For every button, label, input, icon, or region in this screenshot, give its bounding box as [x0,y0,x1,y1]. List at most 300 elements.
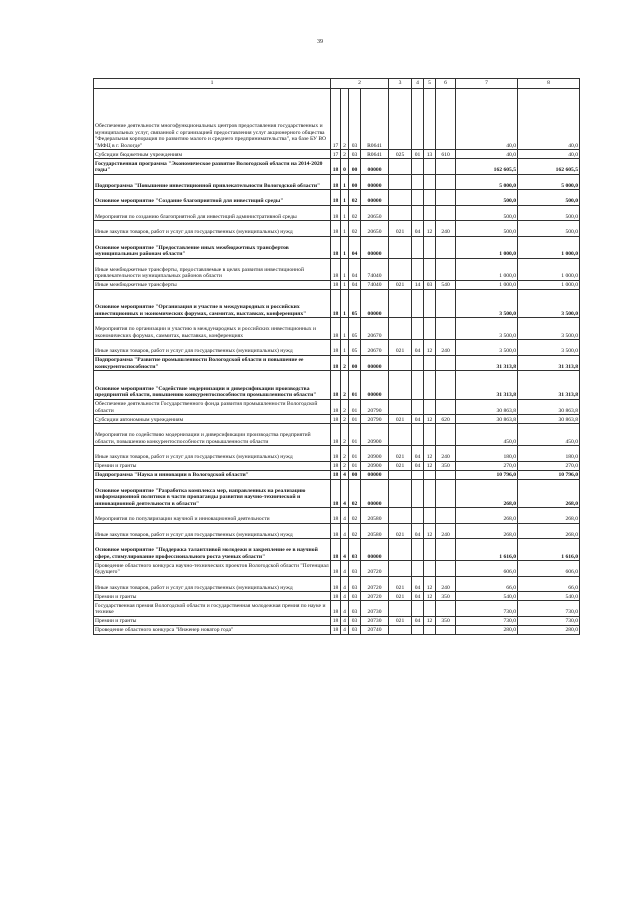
row-name: Премии и гранты [94,461,331,470]
subprogram-code: 4 [341,539,349,561]
amount-col-8: 500,0 [518,190,580,206]
grbs-code: 021 [389,592,412,601]
measure-code: 00 [349,470,361,479]
program-code: 18 [331,205,341,221]
section-code [412,561,424,577]
subprogram-code: 4 [341,523,349,539]
measure-code: 03 [349,616,361,625]
subsection-code [424,205,436,221]
expense-type-code [436,236,456,258]
program-code: 18 [331,236,341,258]
expense-type-code [436,190,456,206]
row-name: Подпрограмма "Развитие промышленности Вологодской области и повышение ее конкурентоспособности" [94,355,331,371]
subprogram-code: 1 [341,221,349,237]
direction-code: 20900 [361,446,389,462]
amount-col-7: 40,0 [456,89,518,150]
program-code: 17 [331,89,341,150]
subprogram-code: 1 [341,205,349,221]
amount-col-8: 268,0 [518,523,580,539]
expense-type-code [436,508,456,524]
amount-col-7: 30 863,8 [456,399,518,415]
table-row [94,174,580,190]
header-col-1: 1 [94,79,331,89]
expense-type-code [436,355,456,371]
subsection-code [424,424,436,446]
grbs-code [389,289,412,318]
measure-code: 02 [349,221,361,237]
measure-code: 03 [349,601,361,617]
table-row [94,340,580,356]
expense-type-code [436,399,456,415]
expense-type-code [436,174,456,190]
subprogram-code: 1 [341,289,349,318]
direction-code: 20670 [361,340,389,356]
expense-type-code [436,159,456,175]
direction-code: 00000 [361,470,389,479]
subsection-code [424,539,436,561]
measure-code: 00 [349,174,361,190]
table-row [94,258,580,280]
section-code [412,399,424,415]
amount-col-8: 540,0 [518,592,580,601]
subsection-code: 12 [424,415,436,424]
subprogram-code: 4 [341,616,349,625]
amount-col-7: 730,0 [456,616,518,625]
subsection-code [424,318,436,340]
direction-code: 20650 [361,205,389,221]
direction-code: R0641 [361,150,389,159]
direction-code: 00000 [361,159,389,175]
subprogram-code: 2 [341,399,349,415]
grbs-code [389,258,412,280]
program-code: 18 [331,371,341,400]
row-name: Обеспечение деятельности многофункциональных центров предоставления государственных и муниципальных услуг, связанной с организацией предоставления услуг акционерного общества "Федеральная корпорация по развитию малого и среднего предпринимательства", на базе БУ ВО "МФЦ в г. Вологде" [94,89,331,150]
program-code: 18 [331,340,341,356]
amount-col-7: 268,0 [456,508,518,524]
section-code [412,318,424,340]
table-row [94,399,580,415]
program-code: 18 [331,523,341,539]
header-col-5: 5 [424,79,436,89]
direction-code: 20720 [361,561,389,577]
measure-code: 00 [349,355,361,371]
expense-type-code: 620 [436,415,456,424]
amount-col-8: 1 000,0 [518,236,580,258]
expense-type-code [436,625,456,634]
subsection-code: 03 [424,280,436,289]
expense-type-code: 240 [436,446,456,462]
direction-code: 20730 [361,616,389,625]
measure-code: 02 [349,205,361,221]
table-row [94,190,580,206]
header-col-7: 7 [456,79,518,89]
row-name: Премии и гранты [94,616,331,625]
grbs-code: 021 [389,280,412,289]
subsection-code: 12 [424,576,436,592]
subsection-code [424,399,436,415]
measure-code: 05 [349,318,361,340]
grbs-code [389,318,412,340]
amount-col-8: 270,0 [518,461,580,470]
direction-code: 20790 [361,415,389,424]
direction-code: 74040 [361,280,389,289]
expense-type-code [436,371,456,400]
program-code: 18 [331,190,341,206]
grbs-code [389,355,412,371]
section-code [412,355,424,371]
amount-col-7: 3 500,0 [456,340,518,356]
measure-code: 01 [349,399,361,415]
amount-col-8: 40,0 [518,150,580,159]
subprogram-code: 1 [341,318,349,340]
amount-col-7: 162 605,5 [456,159,518,175]
program-code: 18 [331,616,341,625]
grbs-code: 021 [389,340,412,356]
section-code: 04 [412,592,424,601]
expense-type-code [436,539,456,561]
amount-col-7: 280,0 [456,625,518,634]
measure-code: 03 [349,576,361,592]
grbs-code [389,399,412,415]
row-name: Мероприятия по организации и участию в международных и российских инвестиционных и экономических форумах, саммитах, выставках, конференциях [94,318,331,340]
measure-code: 03 [349,539,361,561]
measure-code: 02 [349,479,361,508]
direction-code: 00000 [361,539,389,561]
expense-type-code [436,205,456,221]
direction-code: R0641 [361,89,389,150]
grbs-code [389,479,412,508]
grbs-code: 021 [389,415,412,424]
direction-code: 20650 [361,221,389,237]
subprogram-code: 2 [341,150,349,159]
amount-col-7: 500,0 [456,190,518,206]
measure-code: 04 [349,236,361,258]
direction-code: 20720 [361,576,389,592]
subsection-code [424,601,436,617]
table-row [94,601,580,617]
amount-col-8: 31 313,8 [518,371,580,400]
measure-code: 03 [349,561,361,577]
amount-col-8: 500,0 [518,221,580,237]
table-row [94,616,580,625]
measure-code: 03 [349,150,361,159]
table-row [94,508,580,524]
section-code [412,479,424,508]
table-row [94,415,580,424]
section-code: 04 [412,461,424,470]
amount-col-7: 500,0 [456,205,518,221]
subprogram-code: 1 [341,258,349,280]
measure-code: 01 [349,371,361,400]
grbs-code [389,89,412,150]
section-code [412,601,424,617]
amount-col-7: 30 863,8 [456,415,518,424]
subprogram-code: 2 [341,371,349,400]
subprogram-code: 2 [341,355,349,371]
amount-col-8: 30 863,8 [518,415,580,424]
amount-col-8: 5 000,0 [518,174,580,190]
amount-col-7: 3 500,0 [456,289,518,318]
grbs-code: 021 [389,576,412,592]
subsection-code [424,159,436,175]
grbs-code: 025 [389,150,412,159]
subsection-code [424,470,436,479]
row-name: Основное мероприятие "Создание благоприятной для инвестиций среды" [94,190,331,206]
amount-col-8: 31 313,8 [518,355,580,371]
subsection-code: 12 [424,523,436,539]
direction-code: 00000 [361,190,389,206]
section-code [412,258,424,280]
grbs-code [389,561,412,577]
expense-type-code: 240 [436,340,456,356]
expense-type-code [436,561,456,577]
grbs-code [389,625,412,634]
amount-col-7: 1 000,0 [456,236,518,258]
subprogram-code: 2 [341,461,349,470]
grbs-code: 021 [389,221,412,237]
program-code: 18 [331,415,341,424]
amount-col-7: 268,0 [456,479,518,508]
measure-code: 03 [349,592,361,601]
row-name: Мероприятия по содействию модернизации и диверсификации производства предприятий области, повышению конкурентоспособности промышленности области [94,424,331,446]
subsection-code [424,561,436,577]
measure-code: 03 [349,89,361,150]
amount-col-8: 268,0 [518,508,580,524]
section-code [412,289,424,318]
grbs-code [389,539,412,561]
section-code [412,205,424,221]
table-row [94,289,580,318]
subprogram-code: 1 [341,190,349,206]
amount-col-7: 1 000,0 [456,280,518,289]
measure-code: 01 [349,461,361,470]
table-row [94,221,580,237]
table-row [94,539,580,561]
row-name: Иные закупки товаров, работ и услуг для государственных (муниципальных) нужд [94,523,331,539]
amount-col-7: 5 000,0 [456,174,518,190]
table-row [94,89,580,150]
direction-code: 20740 [361,625,389,634]
amount-col-7: 31 313,8 [456,355,518,371]
amount-col-8: 280,0 [518,625,580,634]
header-col-4: 4 [412,79,424,89]
row-name: Обеспечение деятельности Государственного фонда развития промышленности Вологодской области [94,399,331,415]
header-col-3: 3 [389,79,412,89]
subprogram-code: 2 [341,89,349,150]
direction-code: 20580 [361,508,389,524]
table-row [94,159,580,175]
header-row [94,79,580,89]
amount-col-8: 1 000,0 [518,280,580,289]
subprogram-code: 4 [341,601,349,617]
expense-type-code: 350 [436,592,456,601]
subprogram-code: 2 [341,415,349,424]
program-code: 18 [331,561,341,577]
program-code: 18 [331,355,341,371]
table-row [94,280,580,289]
section-code [412,424,424,446]
measure-code: 04 [349,280,361,289]
program-code: 18 [331,399,341,415]
grbs-code [389,205,412,221]
measure-code: 00 [349,159,361,175]
amount-col-7: 730,0 [456,601,518,617]
measure-code: 02 [349,523,361,539]
direction-code: 20900 [361,461,389,470]
section-code [412,539,424,561]
expense-type-code [436,318,456,340]
subprogram-code: 2 [341,424,349,446]
program-code: 18 [331,446,341,462]
table-row [94,461,580,470]
grbs-code: 021 [389,523,412,539]
row-name: Основное мероприятие "Предоставление иных межбюджетных трансфертов муниципальным районам области" [94,236,331,258]
section-code [412,470,424,479]
direction-code: 00000 [361,174,389,190]
row-name: Иные закупки товаров, работ и услуг для государственных (муниципальных) нужд [94,446,331,462]
expense-type-code: 350 [436,616,456,625]
row-name: Основное мероприятие "Организация и участие в международных и российских инвестиционных и экономических форумах, саммитах, выставках, конференциях" [94,289,331,318]
table-row [94,470,580,479]
section-code: 04 [412,415,424,424]
direction-code: 00000 [361,371,389,400]
expense-type-code [436,601,456,617]
row-name: Субсидии автономным учреждениям [94,415,331,424]
amount-col-8: 500,0 [518,205,580,221]
table-row [94,318,580,340]
section-code [412,159,424,175]
program-code: 17 [331,150,341,159]
subsection-code [424,479,436,508]
amount-col-8: 3 500,0 [518,318,580,340]
program-code: 18 [331,174,341,190]
grbs-code [389,470,412,479]
row-name: Иные межбюджетные трансферты, предоставляемые в целях развития инвестиционной привлекательности муниципальных районов области [94,258,331,280]
amount-col-7: 606,0 [456,561,518,577]
amount-col-8: 30 863,8 [518,399,580,415]
program-code: 18 [331,539,341,561]
subprogram-code: 0 [341,159,349,175]
subprogram-code: 1 [341,236,349,258]
amount-col-8: 40,0 [518,89,580,150]
measure-code: 05 [349,289,361,318]
section-code: 04 [412,523,424,539]
amount-col-8: 1 616,0 [518,539,580,561]
direction-code: 20580 [361,523,389,539]
subsection-code [424,236,436,258]
direction-code: 20670 [361,318,389,340]
program-code: 18 [331,221,341,237]
expense-type-code [436,470,456,479]
subprogram-code: 4 [341,625,349,634]
direction-code: 00000 [361,479,389,508]
row-name: Премии и гранты [94,592,331,601]
amount-col-8: 730,0 [518,601,580,617]
table-row [94,523,580,539]
measure-code: 04 [349,258,361,280]
budget-table [93,78,580,635]
program-code: 18 [331,479,341,508]
grbs-code [389,424,412,446]
section-code [412,236,424,258]
amount-col-8: 450,0 [518,424,580,446]
expense-type-code: 240 [436,221,456,237]
table-row [94,371,580,400]
section-code: 04 [412,221,424,237]
grbs-code: 021 [389,446,412,462]
direction-code: 20790 [361,399,389,415]
program-code: 18 [331,470,341,479]
subprogram-code: 4 [341,592,349,601]
subprogram-code: 4 [341,576,349,592]
subprogram-code: 4 [341,479,349,508]
program-code: 18 [331,159,341,175]
amount-col-8: 730,0 [518,616,580,625]
amount-col-7: 268,0 [456,523,518,539]
section-code [412,508,424,524]
amount-col-7: 40,0 [456,150,518,159]
measure-code: 05 [349,340,361,356]
section-code [412,190,424,206]
row-name: Подпрограмма "Наука и инновации в Вологодской области" [94,470,331,479]
table-row [94,236,580,258]
row-name: Основное мероприятие "Поддержка талантливой молодежи и закрепление ее в научной сфере, стимулирование профессионального роста ученых области" [94,539,331,561]
program-code: 18 [331,625,341,634]
amount-col-7: 66,0 [456,576,518,592]
row-name: Мероприятия по созданию благоприятной для инвестиций административной среды [94,205,331,221]
grbs-code [389,159,412,175]
section-code [412,625,424,634]
subsection-code [424,508,436,524]
measure-code: 01 [349,424,361,446]
row-name: Государственная премия Вологодской области и государственная молодежная премия по науке и технике [94,601,331,617]
amount-col-7: 450,0 [456,424,518,446]
table-row [94,150,580,159]
amount-col-7: 1 000,0 [456,258,518,280]
row-name: Подпрограмма "Повышение инвестиционной привлекательности Вологодской области" [94,174,331,190]
amount-col-8: 162 605,5 [518,159,580,175]
program-code: 18 [331,508,341,524]
measure-code: 01 [349,446,361,462]
program-code: 18 [331,592,341,601]
direction-code: 00000 [361,236,389,258]
header-col-6: 6 [436,79,456,89]
row-name: Иные закупки товаров, работ и услуг для государственных (муниципальных) нужд [94,340,331,356]
subprogram-code: 1 [341,174,349,190]
expense-type-code: 240 [436,523,456,539]
amount-col-8: 66,0 [518,576,580,592]
subsection-code: 12 [424,340,436,356]
subprogram-code: 1 [341,340,349,356]
header-col-8: 8 [518,79,580,89]
amount-col-7: 500,0 [456,221,518,237]
table-body [94,79,580,635]
row-name: Субсидии бюджетным учреждениям [94,150,331,159]
subsection-code [424,174,436,190]
table-row [94,561,580,577]
grbs-code: 021 [389,616,412,625]
section-code: 14 [412,280,424,289]
section-code: 04 [412,446,424,462]
program-code: 18 [331,280,341,289]
expense-type-code: 240 [436,576,456,592]
table-row [94,576,580,592]
expense-type-code [436,479,456,508]
amount-col-7: 10 796,0 [456,470,518,479]
expense-type-code: 540 [436,280,456,289]
program-code: 18 [331,258,341,280]
subprogram-code: 2 [341,446,349,462]
